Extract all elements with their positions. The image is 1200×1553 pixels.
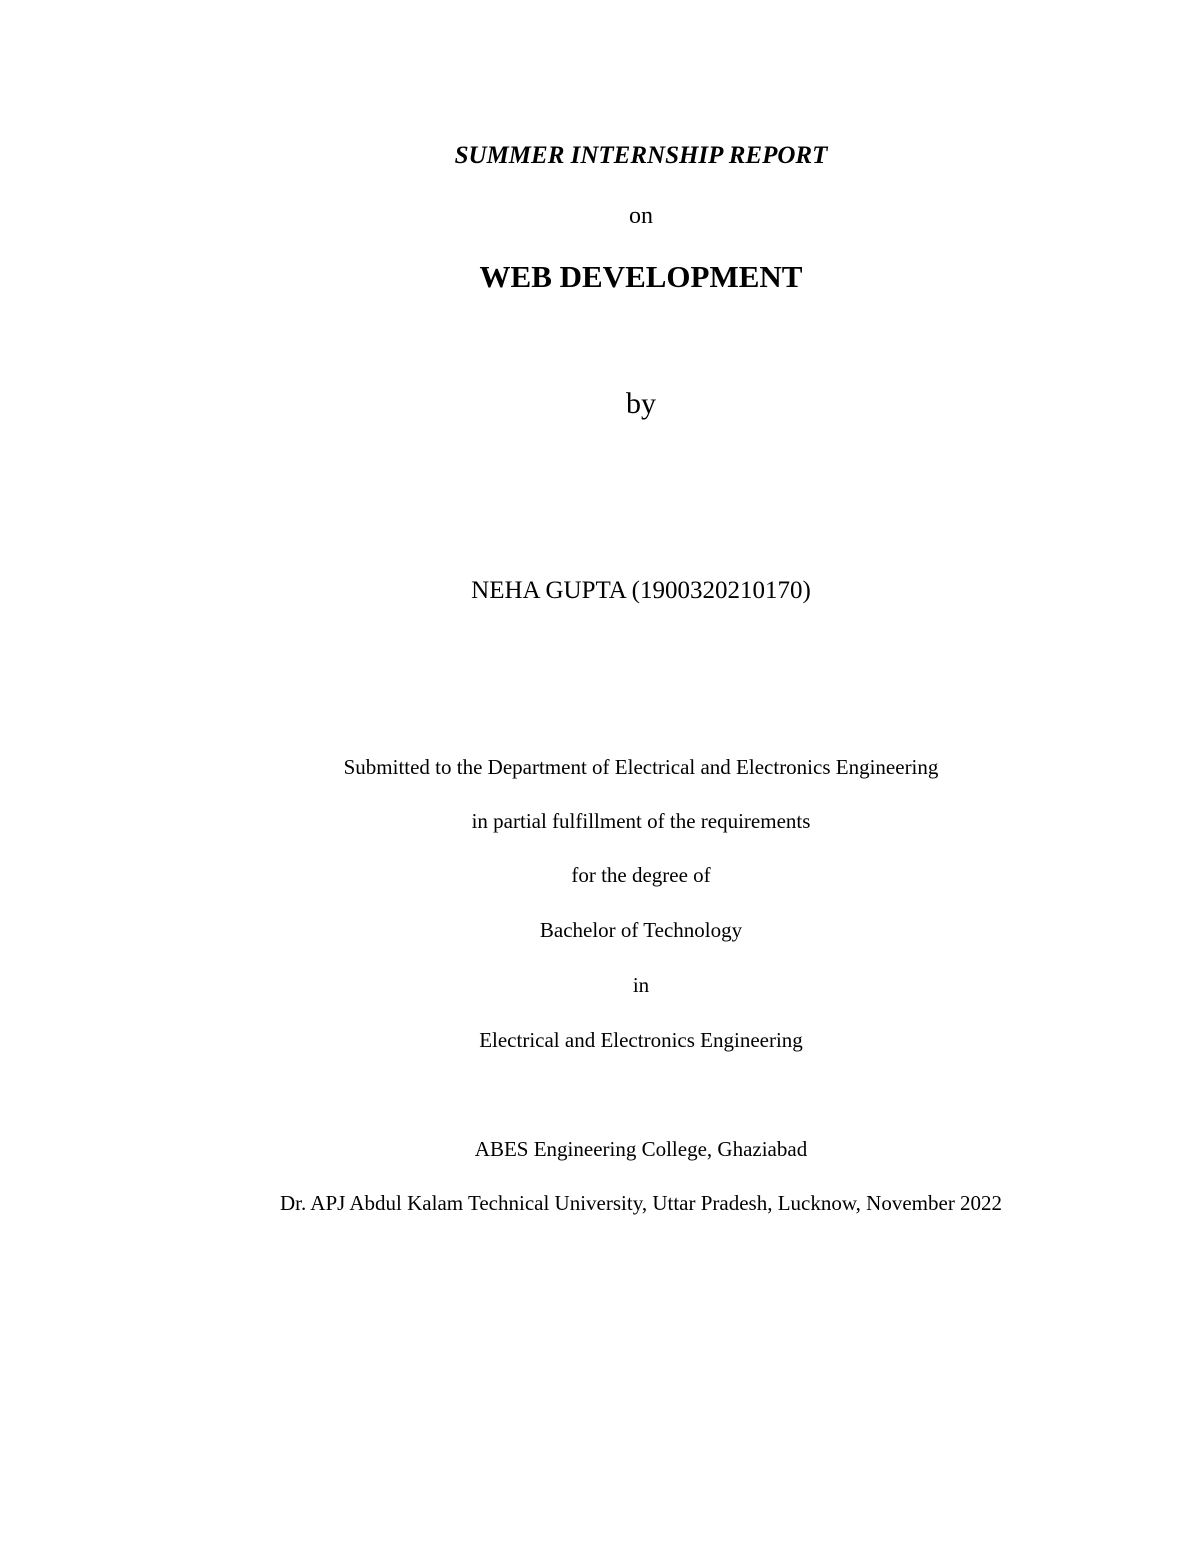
by-connector: by bbox=[626, 387, 656, 420]
author-name: NEHA GUPTA (1900320210170) bbox=[471, 577, 811, 604]
submission-fulfillment: in partial fulfillment of the requirements bbox=[471, 809, 811, 833]
submission-department: Submitted to the Department of Electrical and Electronics Engineering bbox=[343, 755, 939, 779]
college-name: ABES Engineering College, Ghaziabad bbox=[474, 1137, 808, 1161]
degree-name: Bachelor of Technology bbox=[539, 918, 743, 942]
degree-in: in bbox=[632, 973, 650, 997]
submission-degree-of: for the degree of bbox=[571, 863, 711, 887]
university-line: Dr. APJ Abdul Kalam Technical University, Uttar Pradesh, Lucknow, November 2022 bbox=[279, 1191, 1003, 1215]
on-connector: on bbox=[629, 203, 653, 229]
report-topic: WEB DEVELOPMENT bbox=[479, 259, 803, 294]
degree-branch: Electrical and Electronics Engineering bbox=[479, 1028, 803, 1052]
report-type-title: SUMMER INTERNSHIP REPORT bbox=[454, 142, 828, 169]
